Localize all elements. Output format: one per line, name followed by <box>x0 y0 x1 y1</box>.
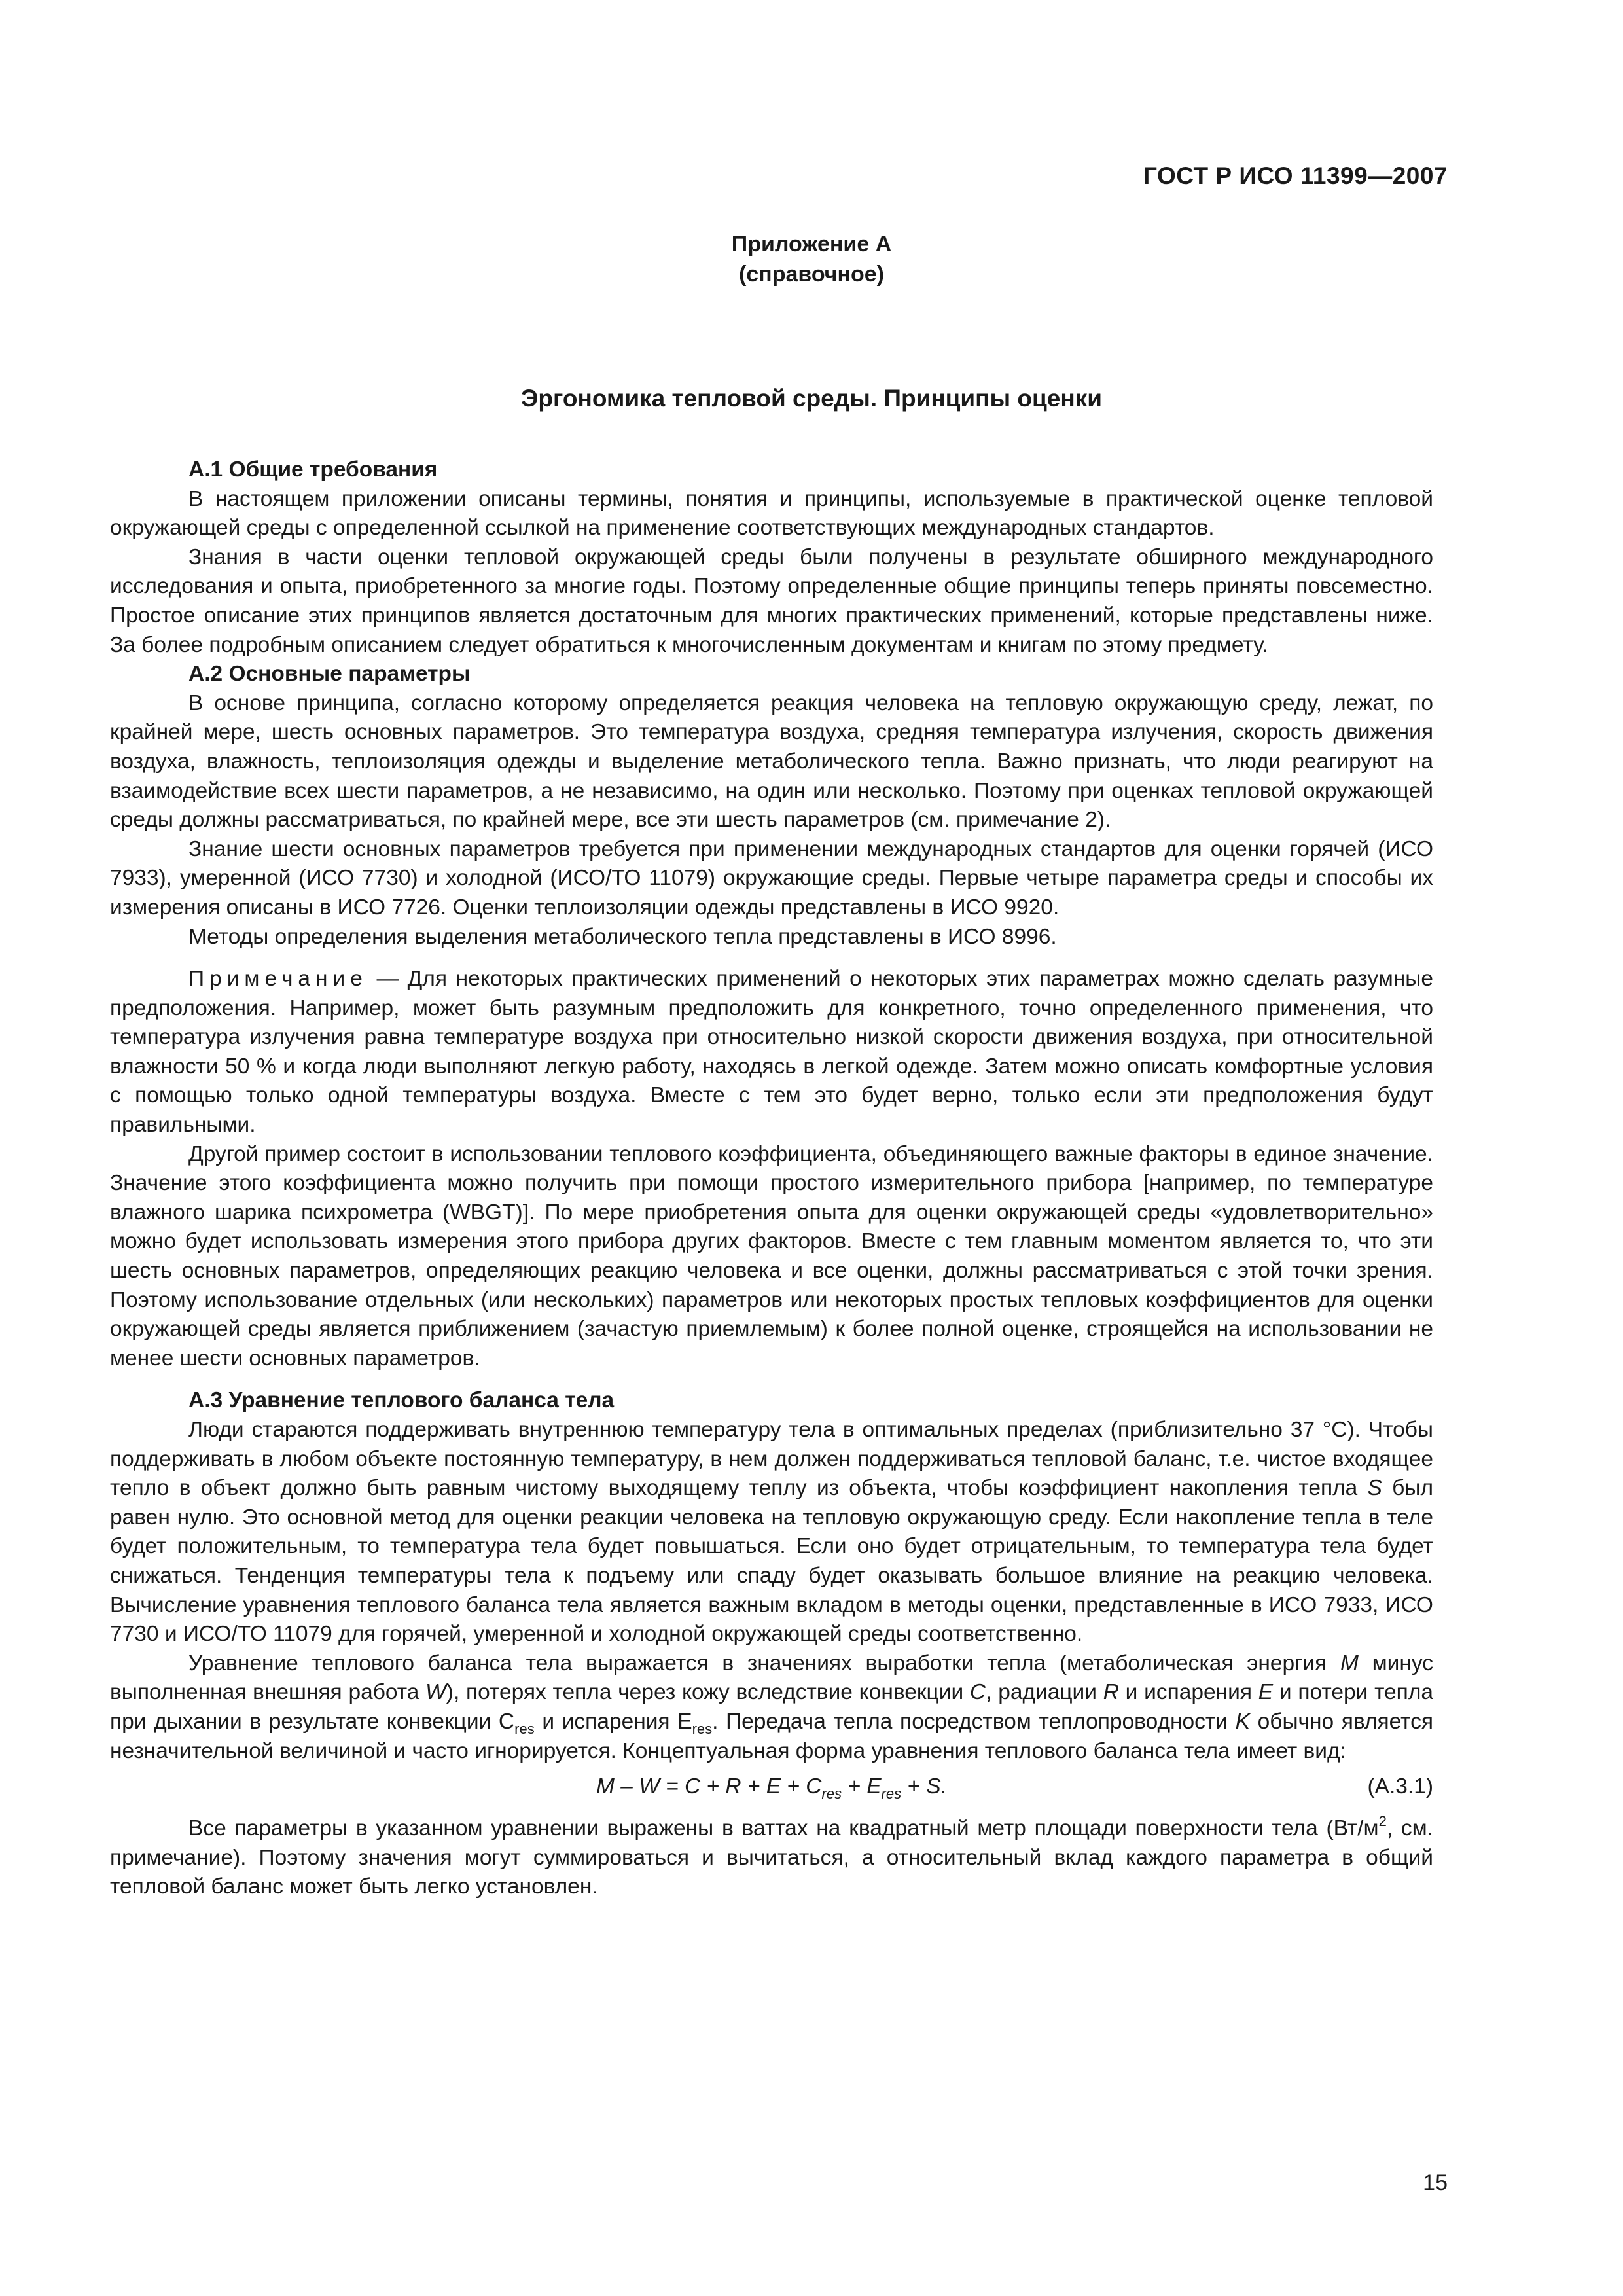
formula-expression: $M - W = C + R + E + C_{res} + E_{res} + S$. <box>596 1774 947 1803</box>
heat-balance-formula <box>110 1770 1433 1810</box>
section-a1-heading: А.1 Общие требования <box>188 457 438 482</box>
paragraph: Все параметры в указанном уравнении выражены в ваттах на квадратный метр площади поверхности тела ($Вт/м^2$, см. примечание). Поэтому значения могут суммироваться и вычитаться, а относительный вклад каждого параметра в общий тепловой баланс может быть легко установлен. <box>110 1813 1433 1899</box>
note-paragraph-2: Другой пример состоит в использовании теплового коэффициента, объединяющего важные факторы в единое значение. Значение этого коэффициента можно получить при помощи простого измерительного прибора [например, по температуре влажного шарика психрометра (WBGT)]. По мере приобретения опыта для оценки окружающей среды «удовлетворительно» можно будет использовать измерения этого прибора других факторов. Вместе с тем главным моментом является то, что эти шесть основных параметров, определяющих реакцию человека и все оценки, должны рассматриваться с этой точки зрения. Поэтому использование отдельных (или нескольких) параметров или некоторых простых тепловых коэффициентов для оценки окружающей среды является приближением (зачастую приемлемым) к более полной оценке, строящейся на использовании не менее шести основных параметров. <box>110 1141 1433 1371</box>
document-body <box>110 456 1433 1902</box>
note-label: Примечание <box>188 967 368 992</box>
paragraph: Методы определения выделения метаболического тепла представлены в ИСО 8996. <box>188 924 1057 949</box>
paragraph: В основе принципа, согласно которому определяется реакция человека на тепловую окружающую среду, лежат, по крайней мере, шесть основных параметров. Это температура воздуха, средняя температура излучения, скорость движения воздуха, влажность, теплоизоляция одежды и выделение метаболического тепла. Важно признать, что люди реагируют на взаимодействие всех шести параметров, а не независимо, на один или несколько. Поэтому при оценках тепловой окружающей среды должны рассматриваться, по крайней мере, все эти шесть параметров (см. примечание 2). <box>110 691 1433 833</box>
section-a2-heading: А.2 Основные параметры <box>188 662 471 687</box>
appendix-header <box>0 229 1623 289</box>
formula-number: (А.3.1) <box>1367 1774 1433 1799</box>
appendix-title: Приложение А <box>731 232 892 257</box>
paragraph: Люди стараются поддерживать внутреннюю температуру тела в оптимальных пределах (приблизительно 37 °С). Чтобы поддерживать в любом объекте постоянную температуру, в нем должен поддерживаться тепловой баланс, т.е. чистое входящее тепло в объект должно быть равным чистому выходящему теплу из объекта, чтобы коэффициент накопления тепла S был равен нулю. Это основной метод для оценки реакции человека на тепловую окружающую среду. Если накопление тепла в теле будет положительным, то температура тела будет повышаться. Если оно будет отрицательным, то температура тела будет снижаться. Тенденция температуры тела к подъему или спаду будет оказывать большое влияние на реакцию человека. Вычисление уравнения теплового баланса тела является важным вкладом в методы оценки, представленные в ИСО 7933, ИСО 7730 и ИСО/ТО 11079 для горячей, умеренной и холодной окружающей среды соответственно. <box>110 1418 1433 1647</box>
paragraph: Знания в части оценки тепловой окружающей среды были получены в результате обширного международного исследования и опыта, приобретенного за многие годы. Поэтому определенные общие принципы теперь приняты повсеместно. Простое описание этих принципов является достаточным для многих практических применений, которые представлены ниже. За более подробным описанием следует обратиться к многочисленным документам и книгам по этому предмету. <box>110 545 1433 657</box>
section-a3-heading: А.3 Уравнение теплового баланса тела <box>188 1388 615 1413</box>
page-number: 15 <box>1423 2170 1448 2195</box>
note-paragraph <box>110 965 1433 1140</box>
note-text: — Для некоторых практических применений о некоторых этих параметрах можно сделать разумные предположения. Например, может быть разумным предположить для конкретного, точно определенного применения, что температура излучения равна температуре воздуха при относительно низкой скорости движения воздуха, при относительной влажности 50 % и когда люди выполняют легкую работу, находясь в легкой одежде. Затем можно описать комфортные условия с помощью только одной температуры воздуха. Вместе с тем это будет верно, только если эти предположения будут правильными. <box>110 967 1433 1138</box>
appendix-type: (справочное) <box>738 262 885 287</box>
document-title: Эргономика тепловой среды. Принципы оценки <box>521 385 1102 412</box>
paragraph: В настоящем приложении описаны термины, понятия и принципы, используемые в практической оценке тепловой окружающей среды с определенной ссылкой на применение соответствующих международных стандартов. <box>110 486 1433 541</box>
paragraph: Уравнение теплового баланса тела выражается в значениях выработки тепла (метаболическая энергия M минус выполненная внешняя работа W), потерях тепла через кожу вследствие конвекции C, радиации R и испарения E и потери тепла при дыхании в результате конвекции $C_{res}$ и испарения $E_{res}$. Передача тепла посредством теплопроводности K обычно является незначительной величиной и часто игнорируется. Концептуальная форма уравнения теплового баланса тела имеет вид: <box>110 1651 1434 1763</box>
paragraph: Знание шести основных параметров требуется при применении международных стандартов для оценки горячей (ИСО 7933), умеренной (ИСО 7730) и холодной (ИСО/ТО 11079) окружающие среды. Первые четыре параметра среды и способы их измерения описаны в ИСО 7726. Оценки теплоизоляции одежды представлены в ИСО 9920. <box>110 836 1433 920</box>
standard-code: ГОСТ Р ИСО 11399—2007 <box>1143 162 1448 189</box>
